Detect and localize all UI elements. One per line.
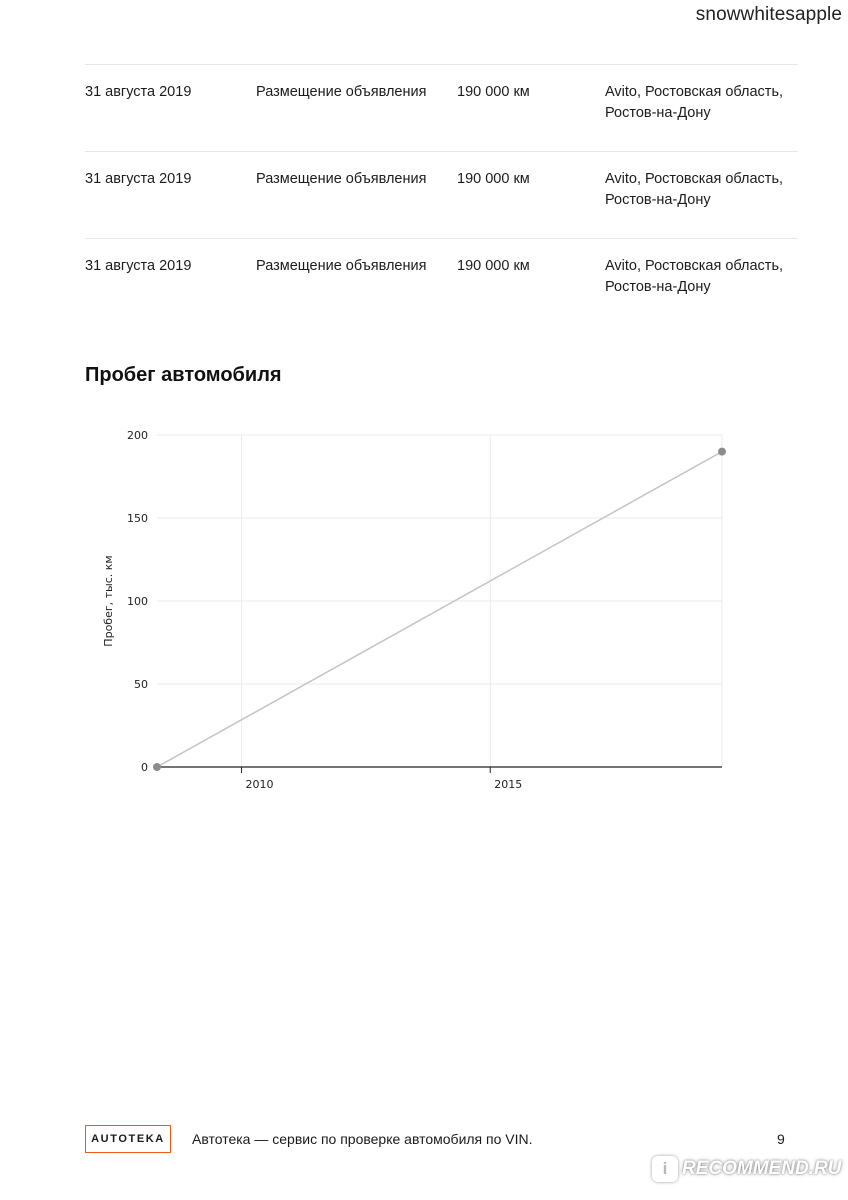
watermark-text: RECOMMEND.RU [682,1158,842,1179]
history-date: 31 августа 2019 [85,258,192,274]
recommend-logo-icon: i [652,1156,678,1182]
history-source-line1: Avito, Ростовская область, [605,171,784,187]
x-tick-label: 2015 [494,778,523,791]
x-tick-label: 2010 [245,778,274,791]
y-tick-label: 200 [127,429,148,442]
history-source-line2: Ростов-на-Дону [605,279,711,295]
history-mileage: 190 000 км [457,258,530,274]
history-event: Размещение объявления [256,171,427,187]
data-point [718,448,726,456]
history-source-line1: Avito, Ростовская область, [605,258,784,274]
history-mileage: 190 000 км [457,171,530,187]
section-title: Пробег автомобиля [85,364,282,386]
y-axis-label: Пробег, тыс. км [102,555,115,647]
chart-axes [155,767,722,773]
page-number: 9 [777,1131,785,1147]
autoteka-logo: AUTOTEKA [85,1125,171,1153]
chart-grid [157,435,722,767]
y-tick-label: 0 [141,761,148,774]
footer-description: Автотека — сервис по проверке автомобиля по VIN. [192,1131,533,1147]
history-date: 31 августа 2019 [85,171,192,187]
history-event: Размещение объявления [256,258,427,274]
chart-series [153,448,726,771]
y-tick-label: 100 [127,595,148,608]
username: snowwhitesapple [695,4,842,25]
y-tick-label: 150 [127,512,148,525]
history-date: 31 августа 2019 [85,84,192,100]
history-source-line2: Ростов-на-Дону [605,192,711,208]
history-source-line2: Ростов-на-Дону [605,105,711,121]
history-source-line1: Avito, Ростовская область, [605,84,784,100]
watermark [652,1156,841,1182]
history-mileage: 190 000 км [457,84,530,100]
chart-ticks [127,429,522,791]
y-tick-label: 50 [134,678,148,691]
data-point [153,763,161,771]
history-event: Размещение объявления [256,84,427,100]
